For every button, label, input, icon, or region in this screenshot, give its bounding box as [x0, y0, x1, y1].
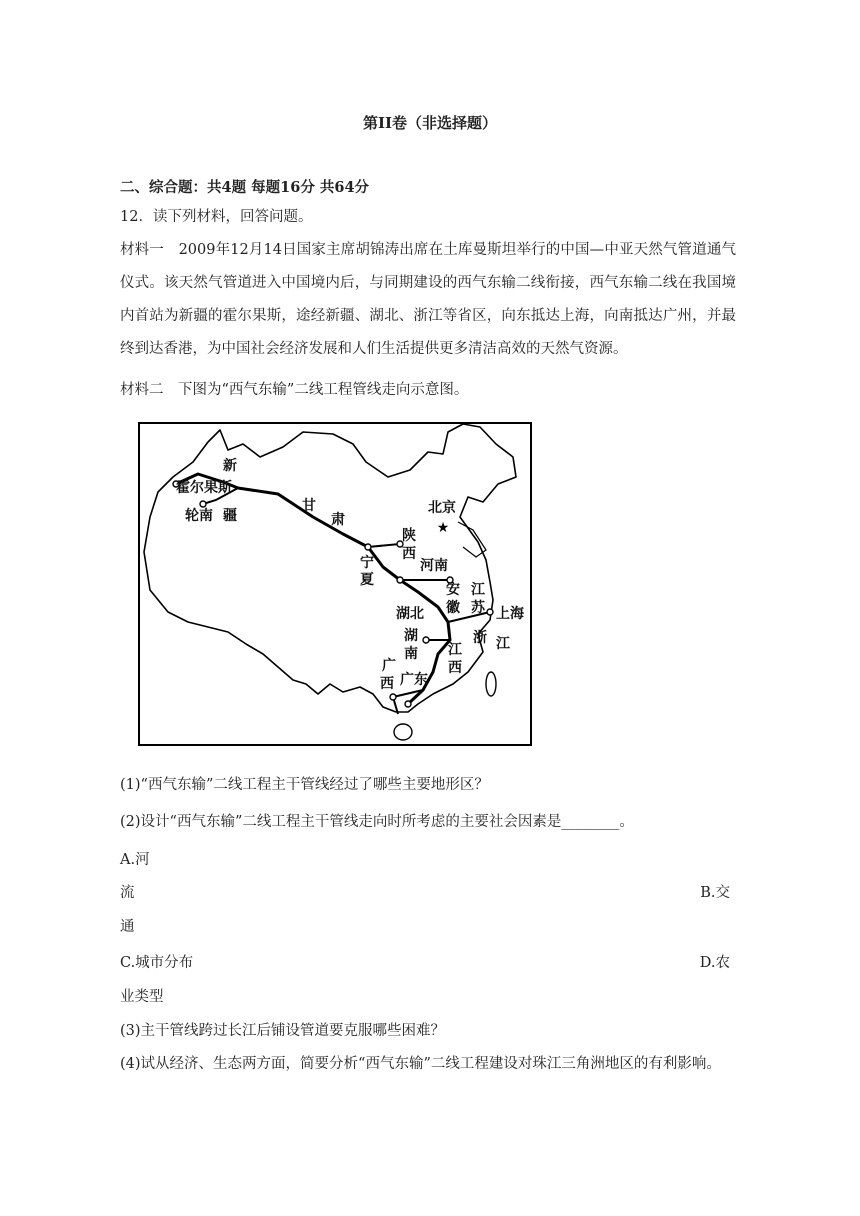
option-a-part1: A.河	[120, 852, 150, 868]
question-4: (4)试从经济、生态两方面，简要分析“西气东输”二线工程建设对珠江三角洲地区的有利影响。	[120, 1056, 721, 1072]
section-heading: 二、综合题：共4题 每题16分 共64分	[120, 179, 370, 196]
material-two: 材料二 下图为“西气东输”二线工程管线走向示意图。	[120, 382, 469, 398]
label-xi2: 西	[380, 676, 394, 692]
label-jiangxi-1: 江	[448, 642, 462, 658]
option-b-part2: 通	[120, 919, 135, 935]
question-stem: 12．读下列材料，回答问题。	[120, 209, 313, 225]
label-hu: 湖	[404, 628, 418, 644]
question-2: (2)设计“西气东输”二线工程主干管线走向时所考虑的主要社会因素是________。	[120, 814, 634, 830]
option-d-part1: D.农	[699, 955, 730, 971]
beijing-star-icon: ★	[436, 520, 450, 536]
label-ning: 宁	[360, 555, 374, 571]
node-zhongwei	[397, 577, 403, 583]
label-huoerguosi: 霍尔果斯	[176, 480, 232, 496]
node-luntai	[200, 501, 206, 507]
label-nan: 南	[404, 646, 418, 662]
question-3: (3)主干管线跨过长江后铺设管道要克服哪些困难？	[120, 1023, 446, 1039]
label-xin: 新	[223, 458, 237, 474]
label-gan: 甘	[302, 498, 316, 514]
node-guangzhou	[405, 701, 411, 707]
option-c: C.城市分布	[120, 955, 194, 971]
node-ningxia	[365, 544, 371, 550]
label-xi: 西	[402, 546, 416, 562]
label-shan: 陕	[402, 528, 416, 544]
label-jiang3: 江	[496, 636, 510, 652]
label-shanghai: 上海	[496, 606, 524, 622]
label-jiang: 疆	[223, 508, 237, 524]
option-b-part1: B.交	[700, 885, 730, 901]
material-one: 材料一 2009年12月14日国家主席胡锦涛出席在土库曼斯坦举行的中国—中亚天然气管道通气仪式。该天然气管道进入中国境内后，与同期建设的西气东输二线衔接，西气东输二线在我国境内首站为新疆的霍尔果斯，途经新疆、湖北、浙江等省区，向东抵达上海，向南抵达广州，并最终到达香港，为中国社会经济发展和人们生活提供更多清洁高效的天然气资源。	[120, 242, 736, 357]
label-beijing: 北京	[428, 500, 456, 516]
option-a-part2: 流	[120, 885, 135, 901]
label-jiangxi-2: 西	[448, 660, 462, 676]
question-1: (1)“西气东输”二线工程主干管线经过了哪些主要地形区？	[120, 777, 489, 793]
label-an: 安	[446, 582, 460, 598]
label-hubei: 湖北	[396, 606, 424, 622]
label-zhe: 浙	[473, 630, 487, 646]
node-hunan	[423, 637, 429, 643]
node-guangxi	[390, 694, 396, 700]
pipeline-map	[138, 422, 532, 746]
label-xia: 夏	[360, 572, 374, 588]
label-hui: 徽	[446, 600, 460, 616]
label-su2: 苏	[471, 600, 485, 616]
option-d-part2: 业类型	[120, 989, 164, 1005]
node-shanghai	[487, 609, 493, 615]
label-jiang2: 江	[471, 582, 485, 598]
label-henan: 河南	[420, 558, 448, 574]
label-guang: 广	[382, 658, 396, 674]
label-guangdong: 广东	[400, 672, 428, 688]
section-title: 第II卷（非选择题）	[362, 114, 498, 132]
label-su: 肃	[331, 512, 345, 528]
label-luntai: 轮南	[185, 508, 213, 524]
